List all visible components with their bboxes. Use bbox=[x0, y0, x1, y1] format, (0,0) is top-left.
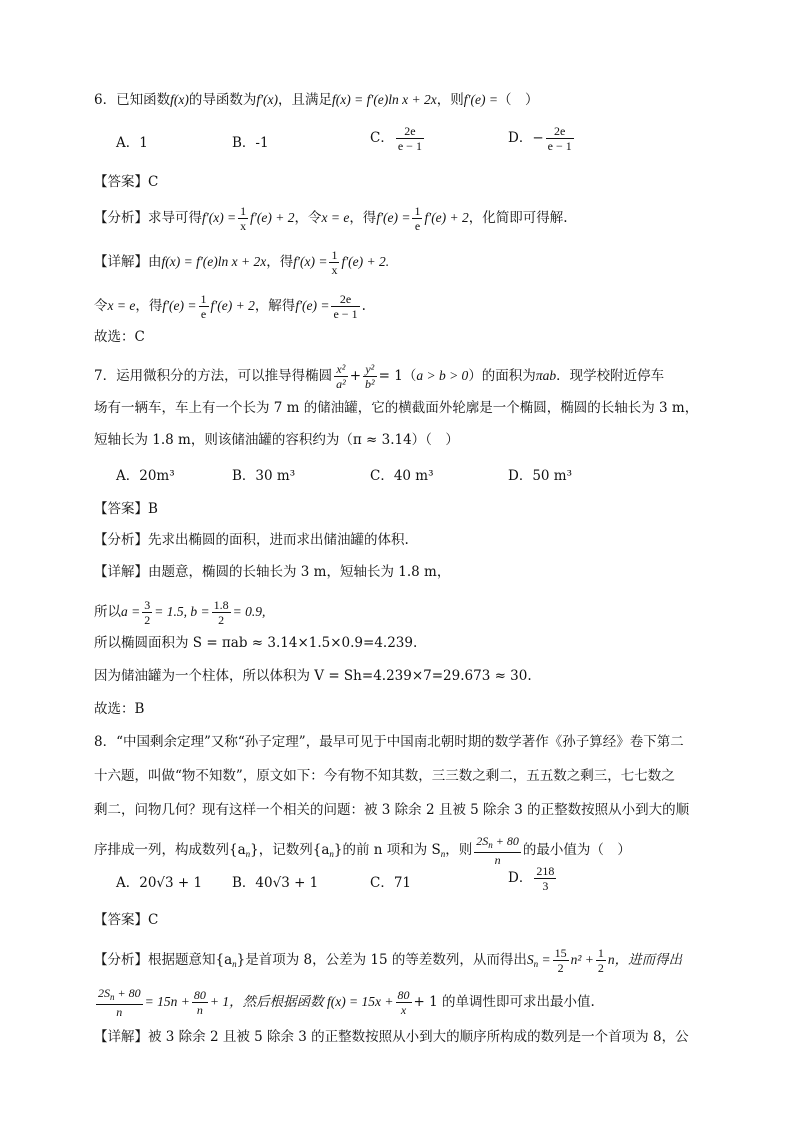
q7-calc-2: 所以椭圆面积为 S = πab ≈ 3.14×1.5×0.9=4.239. bbox=[94, 635, 418, 651]
q8-analysis-1: 【分析】根据题意知$\{a_n\}$是首项为 8，公差为 15 的等差数列，从而得出$S_n$ = $\frac{15}{2}$ n² + $\frac{1}{2}$ n，进而得出 bbox=[94, 946, 683, 975]
q7-line-3: 短轴长为 1.8 m，则该储油罐的容积约为（π ≈ 3.14）（ ） bbox=[94, 432, 459, 448]
q6-option-c: C． $\frac{2e}{e - 1}$ bbox=[370, 124, 422, 153]
q8-option-d: D． $\frac{218}{3}$ bbox=[508, 864, 555, 893]
q7-calc-3: 因为储油罐为一个柱体，所以体积为 V = Sh=4.239×7=29.673 ≈ 30. bbox=[94, 668, 532, 684]
q6-analysis: 【分析】求导可得f′(x) = $\frac{1}{x}$ f′(e) + 2，令x = e，得f′(e) = $\frac{1}{e}$ f′(e) + 2，化简即可得解. bbox=[94, 204, 568, 233]
q8-option-a: A．20√3 + 1 bbox=[116, 875, 203, 891]
q6-option-b: B．-1 bbox=[232, 135, 269, 151]
q6-option-d: D．− $\frac{2e}{e - 1}$ bbox=[508, 124, 572, 153]
q8-answer: 【答案】C bbox=[94, 912, 159, 928]
q8-detail: 【详解】被 3 除余 2 且被 5 除余 3 的正整数按照从小到大的顺序所构成的数列是一个首项为 8，公 bbox=[94, 1029, 689, 1045]
q8-line-3: 剩二，问物几何？现有这样一个相关的问题：被 3 除余 2 且被 5 除余 3 的正整数按照从小到大的顺 bbox=[94, 802, 690, 818]
q8-line-2: 十六题，叫做“物不知数”，原文如下：今有物不知其数，三三数之剩二，五五数之剩三，七七数之 bbox=[94, 768, 675, 784]
q7-conclusion: 故选：B bbox=[94, 701, 145, 717]
q6-conclusion: 故选：C bbox=[94, 329, 145, 345]
q7-option-d: D．50 m³ bbox=[508, 468, 573, 484]
q7-analysis: 【分析】先求出椭圆的面积，进而求出储油罐的体积. bbox=[94, 532, 409, 548]
q7-answer: 【答案】B bbox=[94, 501, 158, 517]
q6-option-a: A．1 bbox=[116, 135, 148, 151]
q8-line-4: 序排成一列，构成数列$\{a_n\}$，记数列$\{a_n\}$的前 n 项和为 $S_n$，则 $\frac{2S_n + 80}{n}$ 的最小值为（ ） bbox=[94, 834, 631, 867]
q7-option-b: B．30 m³ bbox=[232, 468, 296, 484]
q8-option-c: C．71 bbox=[370, 875, 412, 891]
q7-detail: 【详解】由题意，椭圆的长轴长为 3 m，短轴长为 1.8 m， bbox=[94, 564, 451, 580]
q8-analysis-2: $\frac{2S_n + 80}{n}$ = 15n + $\frac{80}{n}$ + 1，然后根据函数 f(x) = 15x + $\frac{80}{x}$ + 1 的单调性即可求出最小值. bbox=[98, 986, 595, 1019]
q6-detail: 【详解】由f(x) = f′(e)ln x + 2x，得f′(x) = $\frac{1}{x}$ f′(e) + 2. bbox=[94, 248, 390, 277]
q8-option-b: B．40√3 + 1 bbox=[232, 875, 319, 891]
q7-line-2: 场有一辆车，车上有一个长为 7 m 的储油罐，它的横截面外轮廓是一个椭圆，椭圆的长轴长为 3 m， bbox=[94, 400, 699, 416]
q7-option-a: A．20m³ bbox=[116, 468, 175, 484]
q6-answer: 【答案】C bbox=[94, 174, 159, 190]
q7-option-c: C．40 m³ bbox=[370, 468, 434, 484]
q6-stem: 6．已知函数f(x)的导函数为f′(x)，且满足f(x) = f′(e)ln x + 2x，则f′(e) =（ ） bbox=[94, 92, 539, 108]
q7-calc-1: 所以a = $\frac{3}{2}$ = 1.5, b = $\frac{1.8}{2}$ = 0.9, bbox=[94, 598, 266, 627]
q8-line-1: 8．“中国剩余定理”又称“孙子定理”，最早可见于中国南北朝时期的数学著作《孙子算经》卷下第二 bbox=[94, 734, 684, 750]
q6-detail-2: 令x = e，得f′(e) = $\frac{1}{e}$ f′(e) + 2，解得f′(e) = $\frac{2e}{e - 1}$ . bbox=[94, 292, 366, 321]
q7-line-1: 7．运用微积分的方法，可以推导得椭圆 $\frac{\text{x²}}{\text{a²}}$ + $\frac{\text{y²}}{\text{b²}}$ = 1（a > b > 0）的面积为πab．现学校附近停车 bbox=[94, 362, 665, 391]
